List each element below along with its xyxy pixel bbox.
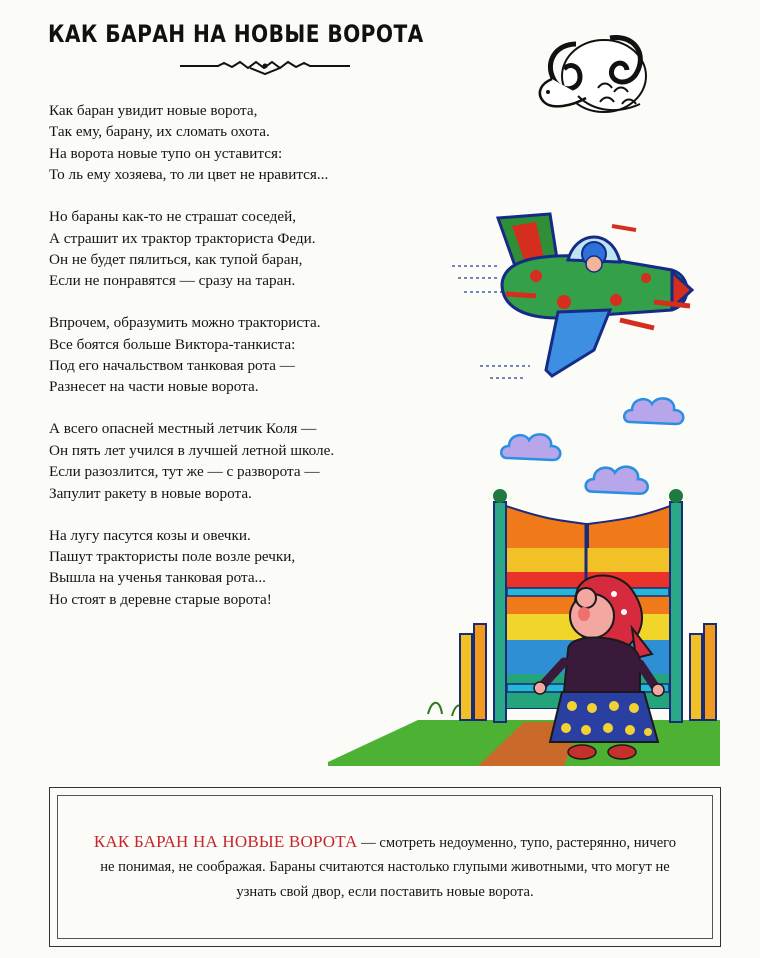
- poem-line: Если не понравятся — сразу на таран.: [49, 272, 296, 290]
- definition-frame: [57, 795, 713, 939]
- ornament-divider-icon: [180, 58, 350, 76]
- poem-line: На лугу пасутся козы и овечки.: [49, 526, 251, 544]
- page-title: КАК БАРАН НА НОВЫЕ ВОРОТА: [48, 20, 424, 48]
- poem-line: Как баран увидит новые ворота,: [49, 102, 258, 119]
- definition-text: [85, 830, 685, 905]
- poem-line: Но бараны как-то не страшат соседей,: [49, 208, 297, 226]
- cloud-icon: [497, 426, 567, 466]
- cloud-icon: [620, 390, 690, 430]
- poem-stanza: [49, 100, 334, 186]
- poem-line: А страшит их трактор тракториста Феди.: [49, 229, 316, 247]
- ram-head-icon: [528, 22, 653, 122]
- poem-line: Все боятся больше Виктора-танкиста:: [49, 335, 296, 353]
- poem-line: Так ему, барану, их сломать охота.: [49, 123, 270, 141]
- poem-line: На ворота новые тупо он уставится:: [49, 144, 283, 162]
- grandmother-illustration: [528, 568, 668, 762]
- poem-line: То ль ему хозяева, то ли цвет не нравится...: [49, 166, 329, 184]
- definition-term: КАК БАРАН НА НОВЫЕ ВОРОТА: [93, 831, 358, 851]
- poem-line: Он не будет пялиться, как тупой баран,: [49, 250, 303, 268]
- airplane-illustration: [440, 200, 700, 385]
- poem-stanza: [49, 525, 334, 611]
- poem-line: Пашут трактористы поле возле речки,: [49, 547, 296, 565]
- poem-stanza: [49, 206, 334, 292]
- poem-line: Он пять лет учился в лучшей летной школе.: [49, 441, 335, 459]
- definition-box: [49, 787, 721, 947]
- poem-line: А всего опасней местный летчик Коля —: [49, 420, 317, 438]
- poem-line: Запулит ракету в новые ворота.: [49, 484, 252, 502]
- poem-line: Но стоят в деревне старые ворота!: [49, 590, 272, 608]
- poem-stanza: [49, 418, 334, 504]
- definition-body: — смотреть недоуменно, тупо, растерянно, ничего не понимая, не соображая. Бараны считаются настолько глупыми животными, что могут не узнать свой двор, если поставить новые ворота.: [100, 834, 677, 900]
- poem-line: Если разозлится, тут же — с разворота —: [49, 463, 320, 481]
- poem-line: Впрочем, образумить можно тракториста.: [49, 314, 321, 332]
- poem-line: Вышла на ученья танковая рота...: [49, 569, 266, 587]
- poem-line: Под его начальством танковая рота —: [49, 357, 295, 375]
- poem-line: Разнесет на части новые ворота.: [49, 378, 259, 396]
- poem: [49, 100, 334, 631]
- poem-stanza: [49, 312, 334, 398]
